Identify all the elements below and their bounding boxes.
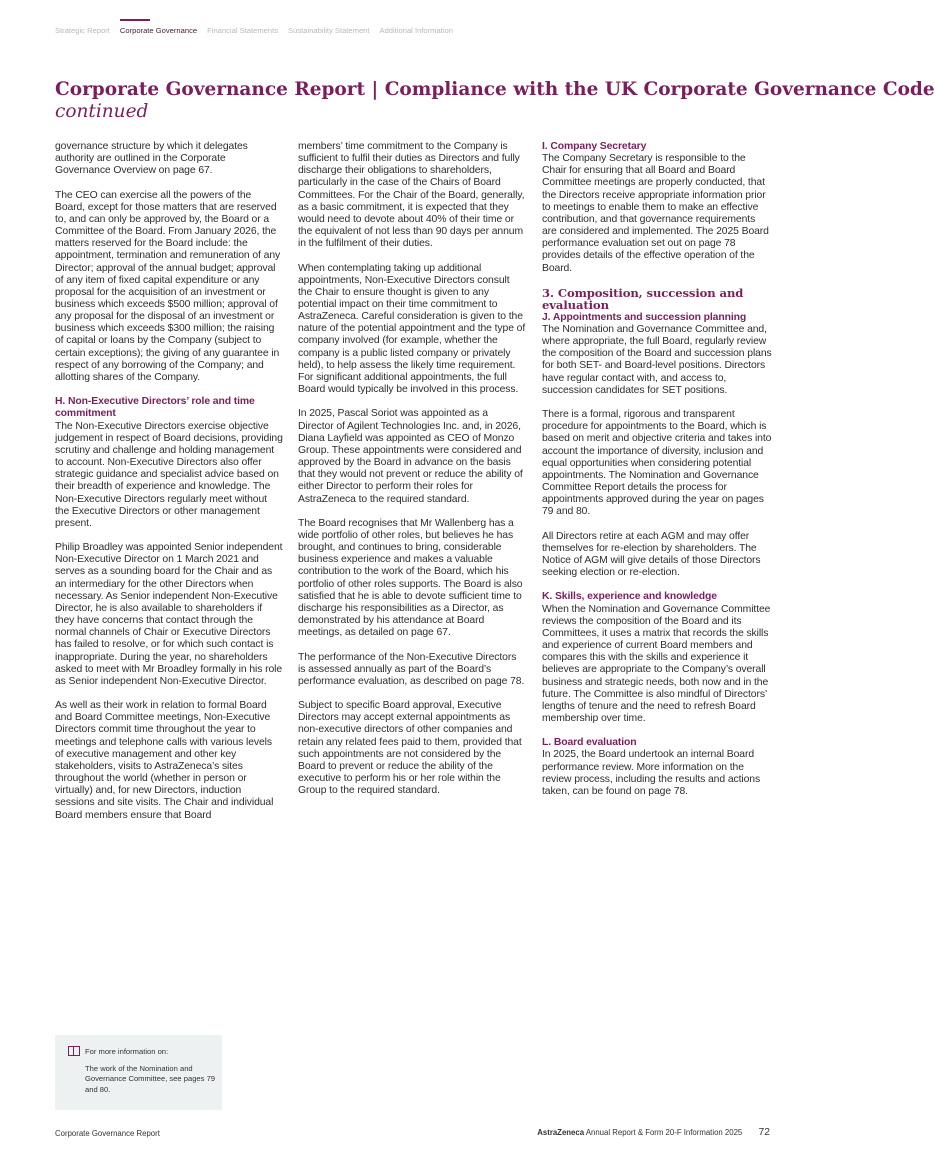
section-heading-j: J. Appointments and succession planning: [542, 311, 747, 323]
paragraph: When contemplating taking up additional appointments, Non-Executive Directors consult the Chair to ensure thought is given to any potential impact on their time commitment to AstraZeneca. Careful consideration is given to the nature of the potential appointment and the type of company involved (for example, whether the company is a public listed company or privately held), to help assess the likely time requirement. For significant additional appointments, the full Board would typically be involved in this process.: [298, 262, 526, 396]
column-1: [55, 141, 283, 834]
book-icon: [68, 1046, 80, 1056]
title-separator: |: [371, 79, 379, 100]
tab-additional-information[interactable]: Additional Information: [379, 26, 453, 35]
paragraph: There is a formal, rigorous and transparent procedure for appointments to the Board, which is based on merit and objective criteria and takes into account the importance of diversity, inclusion and equal opportunities when considering potential appointments. The Nomination and Governance Committee Report details the process for appointments approved during the year on pages 79 and 80.: [542, 409, 772, 518]
paragraph: In 2025, the Board undertook an internal Board performance review. More information on the review process, including the results and actions taken, can be found on page 78.: [542, 749, 761, 797]
more-info-link[interactable]: The work of the Nomination and Governance Committee, see pages 79 and 80.: [85, 1064, 216, 1094]
page-subtitle: continued: [55, 101, 149, 122]
paragraph: members’ time commitment to the Company is sufficient to fulfil their duties as Directors and fully discharge their obligations to shareholders, particularly in the case of the Chairs of Board Committees. For the Chair of the Board, generally, as a basic commitment, it is expected that they would need to devote about 40% of their time or the equivalent of not less than 90 days per annum in the fulfilment of their duties.: [298, 141, 525, 250]
paragraph: The Company Secretary is responsible to the Chair for ensuring that all Board and Board Committee meetings are properly conducted, that the Directors receive appropriate information prior to meetings to enable them to make an effective contribution, and that governance requirements are considered and implemented. The 2025 Board performance evaluation set out on page 78 provides details of the effective operation of the Board.: [542, 153, 769, 274]
paragraph: All Directors retire at each AGM and may offer themselves for re-election by shareholders. The Notice of AGM will give details of those Directors seeking election or re-election.: [542, 530, 761, 579]
page-title: [55, 79, 935, 101]
paragraph: Subject to specific Board approval, Executive Directors may accept external appointments as non-executive directors of other companies and retain any related fees paid to them, provided that such appointments are not considered by the Board to prevent or reduce the ability of the executive to perform his or her role within the Group to the required standard.: [298, 700, 522, 797]
footer-section-label: Corporate Governance Report: [55, 1129, 160, 1138]
paragraph: In 2025, Pascal Soriot was appointed as a Director of Agilent Technologies Inc. and, in 2026, Diana Layfield was appointed as CEO of Monzo Group. These appointments were considered and approved by the Board in advance on the basis that they would not prevent or reduce the ability of either Director to perform their roles for AstraZeneca to the required standard.: [298, 408, 523, 505]
more-info-header: [68, 1046, 222, 1056]
more-info-box: [55, 1035, 222, 1110]
footer-report-info: [537, 1127, 770, 1138]
section-heading-3: 3. Composition, succession and evaluation: [542, 285, 744, 313]
section-heading-i: I. Company Secretary: [542, 141, 647, 152]
paragraph: The Nomination and Governance Committee and, where appropriate, the full Board, regularly review the composition of the Board and succession plans for both SET- and Board-level positions. Directors have regular contact with, and access to, succession candidates for SET positions.: [542, 324, 772, 396]
tab-financial-statements[interactable]: Financial Statements: [207, 26, 279, 35]
paragraph: When the Nomination and Governance Committee reviews the composition of the Board and its Committees, it uses a matrix that records the skills and experience of current Board members and compares this with the skills and experience it believes are appropriate to the Company’s overall business and strategic needs, both now and in the future. The Committee is also mindful of Directors’ lengths of tenure and the need to refresh Board membership over time.: [542, 603, 771, 724]
tab-corporate-governance[interactable]: Corporate Governance: [119, 26, 198, 35]
paragraph: As well as their work in relation to formal Board and Board Committee meetings, Non-Executive Directors commit time throughout the year to meetings and telephone calls with various levels of executive management and other key stakeholders, visits to AstraZeneca’s sites throughout the world (whether in person or virtually) and, for new Directors, induction sessions and site visits. The Chair and individual Board members ensure that Board: [55, 700, 274, 821]
title-rest: Compliance with the UK Corporate Governance Code: [384, 79, 935, 100]
paragraph: governance structure by which it delegates authority are outlined in the Corporate Governance Overview on page 67.: [55, 141, 248, 177]
column-2: [298, 141, 526, 810]
paragraph: The performance of the Non-Executive Directors is assessed annually as part of the Board’s performance evaluation, as described on page 78.: [298, 651, 525, 687]
section-nav: [55, 26, 453, 35]
tab-strategic-report[interactable]: Strategic Report: [55, 26, 110, 35]
more-info-heading: For more information on:: [85, 1046, 169, 1056]
tab-sustainability-statement[interactable]: Sustainability Statement: [288, 26, 370, 35]
paragraph: The Non-Executive Directors exercise objective judgement in respect of Board decisions, providing scrutiny and challenge and holding management to account. Non-Executive Directors also offer strategic guidance and specialist advice based on their breadth of experience and knowledge. The Non-Executive Directors regularly meet without the Executive Directors or other management present.: [55, 420, 283, 529]
footer-report-title: Annual Report & Form 20-F Information 2025: [585, 1128, 743, 1137]
footer-brand: AstraZeneca: [537, 1128, 585, 1137]
section-heading-l: L. Board evaluation: [542, 737, 637, 749]
section-heading-k: K. Skills, experience and knowledge: [542, 591, 717, 603]
paragraph: The Board recognises that Mr Wallenberg has a wide portfolio of other roles, but believes he has brought, and continues to bring, considerable business experience and makes a valuable contribution to the work of the Board, which his portfolio of other roles supports. The Board is also satisfied that he is able to devote sufficient time to discharge his responsibilities as a Director, as demonstrated by his attendance at Board meetings, as detailed on page 67.: [298, 517, 523, 639]
title-main: Corporate Governance Report: [55, 79, 366, 100]
page-number: 72: [758, 1127, 770, 1138]
column-3: [542, 141, 772, 810]
paragraph: The CEO can exercise all the powers of the Board, except for those matters that are reserved to, and can only be approved by, the Board or a Committee of the Board. From January 2026, the matters reserved for the Board include: the appointment, termination and remuneration of any Director; approval of the annual budget; approval of any item of fixed capital expenditure or any proposal for the acquisition of an investment or business which exceeds $500 million; approval of any proposal for the disposal of an investment or business which exceeds $300 million; the raising of capital or loans by the Company (subject to certain exceptions); the giving of any guarantee in respect of any borrowing of the Company; and allotting shares of the Company.: [55, 189, 281, 383]
section-heading-h: H. Non-Executive Directors’ role and time commitment: [55, 396, 255, 420]
paragraph: Philip Broadley was appointed Senior independent Non-Executive Director on 1 March 2021 and serves as a sounding board for the Chair and as an intermediary for the other Directors when necessary. As Senior independent Non-Executive Director, he is also available to shareholders if they have concerns that contact through the normal channels of Chair or Executive Directors has failed to resolve, or for which such contact is inappropriate. During the year, no shareholders asked to meet with Mr Broadley formally in his role as Senior independent Non-Executive Director.: [55, 542, 283, 687]
